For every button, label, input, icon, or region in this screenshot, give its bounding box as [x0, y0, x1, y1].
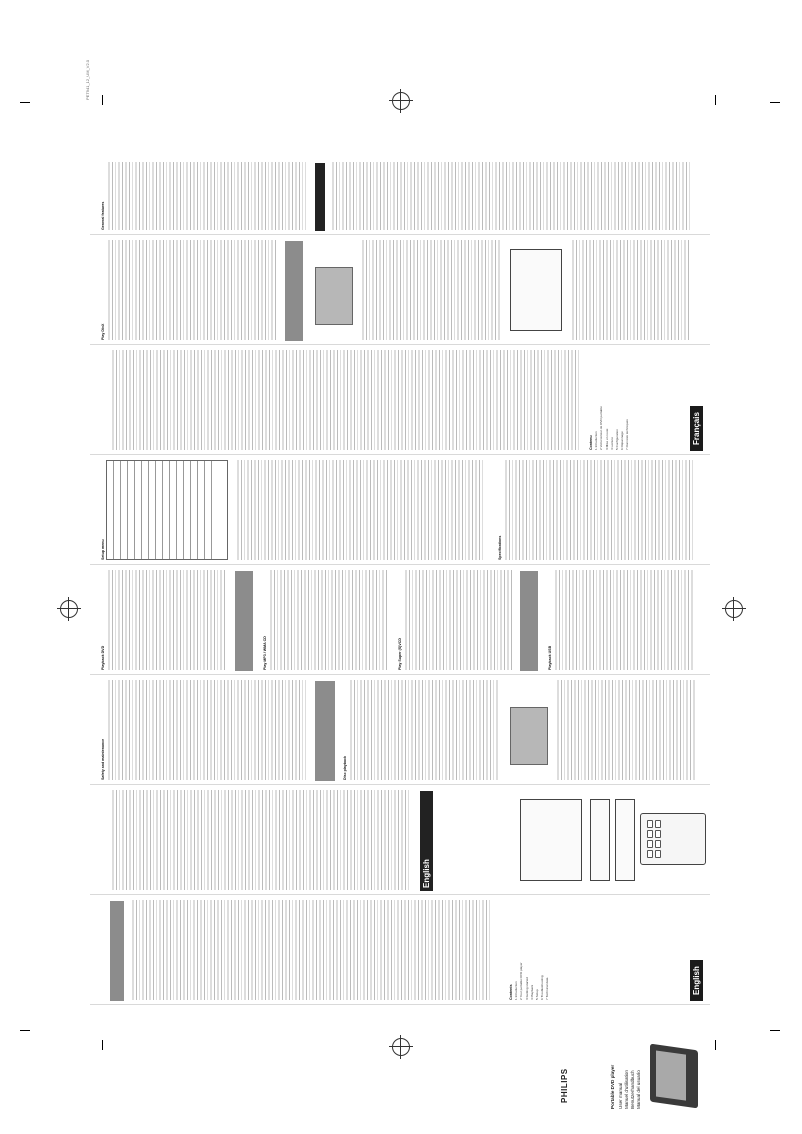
setup-panel: [90, 454, 710, 565]
text-block: [348, 680, 498, 780]
english-section-label: English: [422, 859, 431, 888]
french-features-panel: [90, 160, 710, 235]
screen-illustration: [510, 707, 548, 765]
contents-item: 1 Introduction: [594, 431, 599, 450]
contents-item: 5 Configuration: [614, 429, 619, 450]
text-block: [110, 790, 410, 890]
device-top-view: [520, 799, 582, 881]
french-playback-panel: [90, 234, 710, 345]
setup-table: [106, 460, 228, 560]
manual-line: Manual del usuario: [636, 1070, 641, 1109]
connection-diagram: [510, 249, 562, 331]
remote-button: [647, 850, 653, 858]
text-block: [268, 570, 388, 670]
text-block: [570, 240, 690, 340]
manual-line: Manuel d'utilisation: [624, 1070, 629, 1109]
remote-control-diagram: [640, 813, 706, 865]
device-side-view: [615, 799, 635, 881]
cover-panel: [90, 1004, 710, 1115]
remote-button: [655, 850, 661, 858]
playback-panel: [90, 564, 710, 675]
text-block: [360, 240, 500, 340]
contents-item: 3 Mise en route: [604, 428, 609, 450]
contents-list: [590, 350, 632, 450]
crop-mark: [20, 102, 30, 103]
crop-mark: [770, 102, 780, 103]
crop-mark: [770, 1030, 780, 1031]
gray-band: [235, 571, 253, 671]
remote-button: [647, 820, 653, 828]
remote-button: [655, 830, 661, 838]
dvd-player-image: [650, 1044, 698, 1109]
text-block: [106, 162, 306, 230]
text-block: [403, 570, 513, 670]
product-title: Portable DVD player: [610, 1064, 615, 1109]
section-heading: Setup menu: [100, 539, 105, 560]
french-contents-panel: [90, 344, 710, 455]
dark-band: [315, 163, 325, 231]
section-heading: General features: [100, 201, 105, 230]
contents-item: 2 Votre lecteur de DVD portable: [599, 406, 604, 450]
manual-line: Benutzerhandbuch: [630, 1070, 635, 1109]
contents-item: 7 Données techniques: [625, 419, 630, 450]
contents-item: 3 Getting started: [524, 977, 529, 1000]
english-contents-panel: [90, 894, 710, 1005]
section-heading: Play MP3 / WMA CD: [262, 636, 267, 670]
text-block: [503, 460, 693, 560]
gray-band: [285, 241, 303, 341]
section-heading: Play DivX: [100, 323, 105, 340]
gray-band: [110, 901, 124, 1001]
contents-item: 6 Dépannage: [620, 431, 625, 450]
section-heading: Playback DVD: [100, 645, 105, 670]
contents-list: [510, 900, 552, 1000]
language-tab-francais: Français: [690, 406, 703, 451]
footer-code: PET941_12_UM_V2.0: [85, 59, 90, 100]
crop-mark: [102, 95, 103, 105]
registration-mark: [60, 600, 78, 618]
dvd-player-screen: [656, 1050, 686, 1100]
text-block: [553, 570, 693, 670]
text-block: [235, 460, 485, 560]
contents-item: 4 Playback: [529, 984, 534, 1000]
english-section-tab: [420, 791, 433, 891]
text-block: [106, 570, 226, 670]
text-block: [106, 680, 306, 780]
remote-button: [655, 840, 661, 848]
section-heading: Disc playback: [342, 756, 347, 780]
manual-spread: [90, 160, 710, 1115]
text-block: [110, 350, 580, 450]
gray-band: [520, 571, 538, 671]
manual-line: User manual: [618, 1082, 623, 1109]
remote-button: [647, 840, 653, 848]
contents-item: 6 Troubleshooting: [540, 975, 545, 1000]
screen-illustration: [315, 267, 353, 325]
contents-item: 4 Lecture: [609, 437, 614, 450]
language-tab-english: English: [690, 960, 703, 1001]
contents-item: 1 Introduction: [514, 981, 519, 1000]
brand-logo: PHILIPS: [560, 1068, 569, 1103]
text-block: [330, 162, 690, 230]
text-block: [555, 680, 695, 780]
text-block: [130, 900, 490, 1000]
device-diagram-panel: [90, 784, 710, 895]
section-heading: Safety and maintenance: [100, 738, 105, 780]
registration-mark: [392, 92, 410, 110]
remote-button: [647, 830, 653, 838]
remote-button: [655, 820, 661, 828]
section-heading: Play Super (S)VCD: [397, 638, 402, 670]
contents-heading: Contents: [509, 984, 513, 1000]
section-heading: Playback USB: [547, 645, 552, 670]
contents-item: 7 Technical data: [545, 977, 550, 1000]
crop-mark: [715, 95, 716, 105]
contents-item: 5 Setup: [534, 989, 539, 1000]
device-side-view: [590, 799, 610, 881]
safety-panel: [90, 674, 710, 785]
gray-band: [315, 681, 335, 781]
section-heading: Specifications: [497, 535, 502, 560]
text-block: [106, 240, 276, 340]
registration-mark: [725, 600, 743, 618]
crop-mark: [715, 1040, 716, 1050]
crop-mark: [20, 1030, 30, 1031]
contents-item: 2 Your portable DVD player: [519, 962, 524, 1000]
contents-heading: Contenu: [589, 435, 593, 450]
